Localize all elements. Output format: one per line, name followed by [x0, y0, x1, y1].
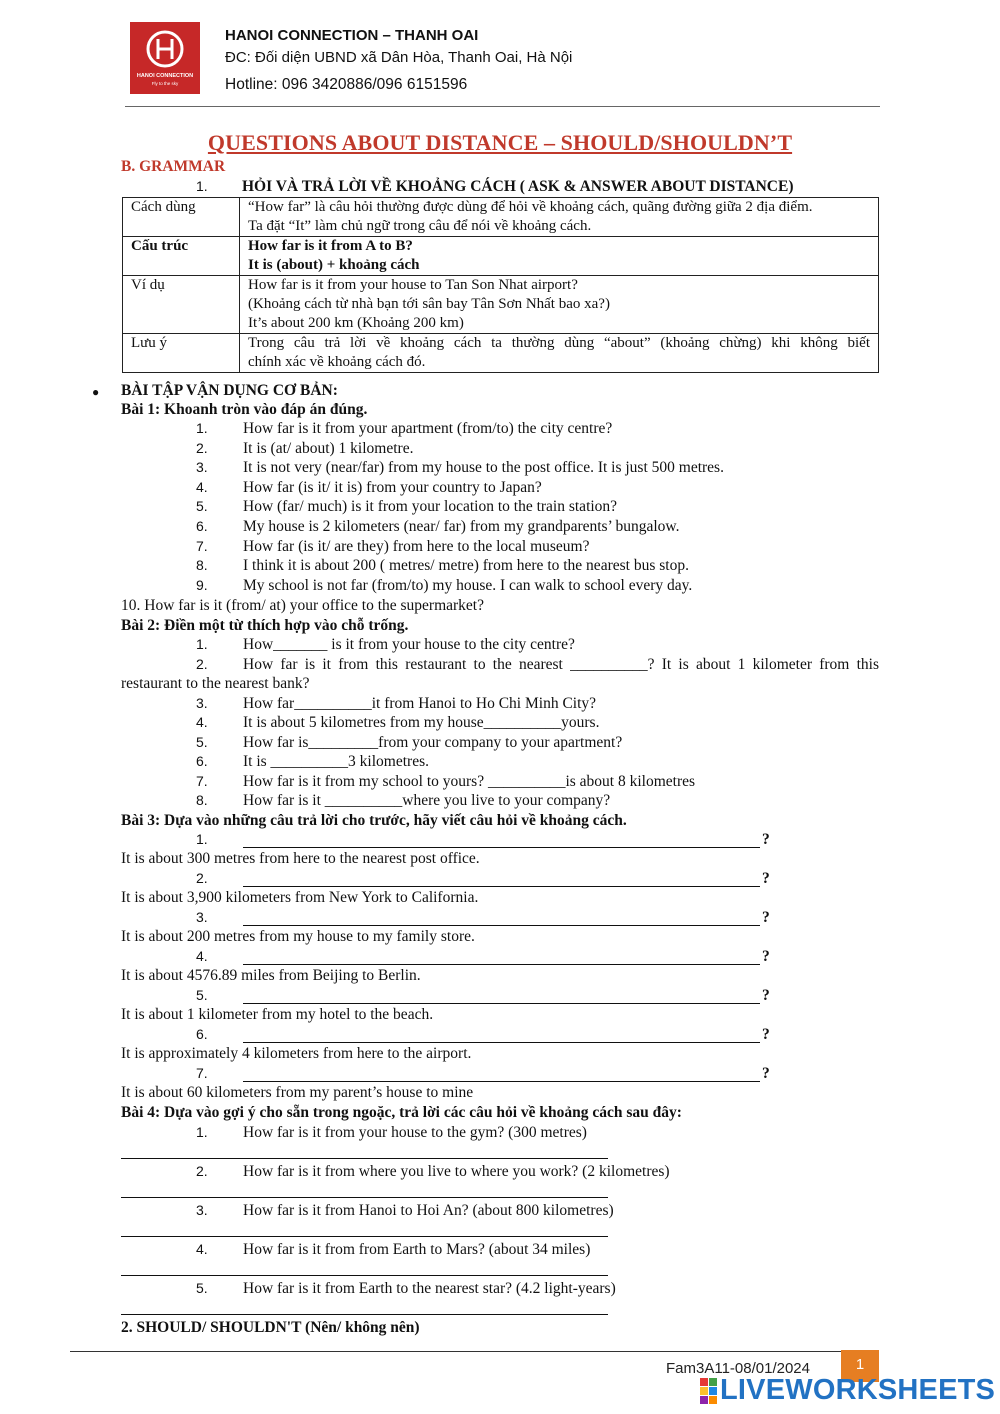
answer-line[interactable]: [243, 886, 760, 887]
answer-text: It is approximately 4 kilometers from here to the airport.: [121, 1045, 472, 1062]
list-item-number: 8.: [196, 557, 208, 574]
answer-line[interactable]: [121, 1314, 608, 1315]
answer-text: It is about 1 kilometer from my hotel to the beach.: [121, 1006, 434, 1023]
liveworksheets-logo-icon: [700, 1378, 718, 1406]
bai3-heading: Bài 3: Dựa vào những câu trả lời cho trước, hãy viết câu hỏi về khoảng cách.: [121, 812, 627, 829]
row-text: Trong câu trả lời về khoảng cách ta thường dùng “about” (khoảng chừng) khi không biết: [248, 335, 870, 351]
logo-slogan: Fly to the sky: [151, 81, 179, 86]
list-item: How far is it from Earth to the nearest star? (4.2 light-years): [243, 1280, 616, 1297]
list-item: My house is 2 kilometers (near/ far) from my grandparents’ bungalow.: [243, 518, 680, 535]
row-text: It is (about) + khoảng cách: [248, 257, 420, 273]
list-item: How far (is it/ are they) from here to the local museum?: [243, 537, 590, 555]
subheading-number: 1.: [196, 178, 208, 194]
list-item-number: 9.: [196, 576, 208, 593]
list-item: How far (is it/ it is) from your country to Japan?: [243, 478, 542, 496]
list-item: How far is it from from Earth to Mars? (about 34 miles): [243, 1241, 591, 1258]
list-item-number: 3.: [196, 909, 208, 925]
answer-text: It is about 200 metres from my house to my family store.: [121, 928, 475, 945]
table-row: [123, 198, 879, 237]
list-item: It is about 5 kilometres from my house__________yours.: [243, 714, 600, 731]
row-label: Cấu trúc: [123, 237, 240, 276]
logo-text: HANOI CONNECTION: [136, 73, 194, 79]
row-text: (Khoảng cách từ nhà bạn tới sân bay Tân Sơn Nhất bao xa?): [248, 296, 610, 312]
answer-line[interactable]: [121, 1275, 608, 1276]
bai4-heading: Bài 4: Dựa vào gợi ý cho sẵn trong ngoặc, trả lời các câu hỏi về khoảng cách sau đây:: [121, 1104, 682, 1121]
header-divider: [125, 106, 880, 107]
list-item: It is not very (near/far) from my house to the post office. It is just 500 metres.: [243, 459, 724, 477]
list-item-number: 4.: [196, 478, 208, 495]
row-text: It’s about 200 km (Khoảng 200 km): [248, 315, 464, 331]
list-item-number: 1.: [196, 420, 208, 436]
answer-line[interactable]: [243, 964, 760, 965]
list-item-number: 2.: [196, 439, 208, 456]
row-label: Ví dụ: [123, 276, 240, 334]
company-hotline: Hotline: 096 3420886/096 6151596: [225, 76, 468, 93]
list-item: How far is it from where you live to where you work? (2 kilometres): [243, 1163, 670, 1180]
list-item: How (far/ much) is it from your location to the train station?: [243, 498, 618, 516]
answer-line[interactable]: [121, 1158, 608, 1159]
practice-heading: BÀI TẬP VẬN DỤNG CƠ BẢN:: [121, 382, 338, 399]
question-mark: ?: [762, 831, 770, 848]
row-text: Ta đặt “It” làm chủ ngữ trong câu để nói về khoảng cách.: [248, 218, 592, 234]
subheading-text: HỎI VÀ TRẢ LỜI VỀ KHOẢNG CÁCH ( ASK & ANSWER ABOUT DISTANCE): [242, 178, 794, 195]
list-item-number: 6.: [196, 1026, 208, 1042]
question-mark: ?: [762, 948, 770, 965]
list-item: I think it is about 200 ( metres/ metre) from here to the nearest bus stop.: [243, 557, 689, 575]
row-label: Cách dùng: [123, 198, 240, 237]
answer-line[interactable]: [243, 925, 760, 926]
list-item-number: 5.: [196, 734, 208, 750]
table-row: [123, 276, 879, 334]
list-item: How far is it from your apartment (from/to) the city centre?: [243, 420, 613, 437]
question-mark: ?: [762, 987, 770, 1004]
list-item-number: 5.: [196, 987, 208, 1003]
question-mark: ?: [762, 909, 770, 926]
list-item-number: 3.: [196, 695, 208, 711]
list-item: How_______ is it from your house to the city centre?: [243, 636, 575, 653]
company-address: ĐC: Đối diện UBND xã Dân Hòa, Thanh Oai, Hà Nội: [225, 49, 573, 66]
list-item: How far__________it from Hanoi to Ho Chi Minh City?: [243, 695, 597, 712]
list-item-number: 4.: [196, 1241, 208, 1257]
answer-text: It is about 300 metres from here to the nearest post office.: [121, 850, 480, 867]
list-item: How far is_________from your company to your apartment?: [243, 734, 623, 751]
list-item-number: 5.: [196, 498, 208, 515]
section-should-heading: 2. SHOULD/ SHOULDN'T (Nên/ không nên): [121, 1319, 420, 1336]
question-mark: ?: [762, 1065, 770, 1082]
list-item-number: 4.: [196, 948, 208, 964]
row-text: How far is it from A to B?: [248, 238, 413, 254]
list-item-number: 2.: [196, 870, 208, 886]
list-item: How far is it __________where you live to your company?: [243, 792, 611, 809]
bullet-icon: ●: [92, 385, 100, 399]
answer-text: It is about 4576.89 miles from Beijing to Berlin.: [121, 967, 421, 984]
row-text: “How far” là câu hỏi thường được dùng để hỏi về khoảng cách, quãng đường giữa 2 địa điểm.: [248, 199, 813, 215]
list-item-number: 6.: [196, 518, 208, 534]
list-item: It is (at/ about) 1 kilometre.: [243, 439, 414, 457]
section-grammar: B. GRAMMAR: [121, 158, 226, 175]
list-item: How far is it from this restaurant to the nearest __________? It is about 1 kilometer from this: [243, 656, 879, 673]
bai2-item-2-cont: restaurant to the nearest bank?: [121, 675, 310, 692]
list-item-number: 1.: [196, 831, 208, 847]
row-label: Lưu ý: [123, 334, 240, 373]
bai1-heading: Bài 1: Khoanh tròn vào đáp án đúng.: [121, 401, 368, 418]
list-item-number: 3.: [196, 459, 208, 476]
answer-line[interactable]: [121, 1236, 608, 1237]
answer-text: It is about 60 kilometers from my parent’s house to mine: [121, 1084, 474, 1101]
list-item-number: 3.: [196, 1202, 208, 1218]
list-item: My school is not far (from/to) my house. I can walk to school every day.: [243, 576, 693, 594]
answer-text: It is about 3,900 kilometers from New York to California.: [121, 889, 479, 906]
grammar-subheading: [196, 178, 794, 196]
page-number: 1: [841, 1350, 879, 1382]
liveworksheets-text: LIVEWORKSHEETS: [720, 1374, 996, 1406]
answer-line[interactable]: [243, 1081, 760, 1082]
list-item: How far is it from Hanoi to Hoi An? (about 800 kilometres): [243, 1202, 614, 1219]
page-title: QUESTIONS ABOUT DISTANCE – SHOULD/SHOULDN’T: [207, 130, 793, 155]
list-item-number: 7.: [196, 773, 208, 789]
company-logo: [130, 22, 200, 94]
list-item: How far is it from your house to the gym? (300 metres): [243, 1124, 587, 1141]
answer-line[interactable]: [121, 1197, 608, 1198]
list-item-number: 8.: [196, 792, 208, 808]
footer-divider: [70, 1351, 865, 1352]
list-item-number: 4.: [196, 714, 208, 730]
bai2-heading: Bài 2: Điền một từ thích hợp vào chỗ trống.: [121, 617, 409, 634]
list-item: How far is it from my school to yours? __________is about 8 kilometres: [243, 773, 696, 790]
list-item-number: 5.: [196, 1280, 208, 1296]
list-item-number: 1.: [196, 636, 208, 652]
list-item-number: 1.: [196, 1124, 208, 1140]
list-item: It is __________3 kilometres.: [243, 753, 429, 770]
company-name: HANOI CONNECTION – THANH OAI: [225, 27, 479, 44]
list-item-number: 6.: [196, 753, 208, 769]
table-row: [123, 334, 879, 373]
row-text: chính xác về khoảng cách đó.: [248, 354, 426, 370]
answer-line[interactable]: [243, 847, 760, 848]
grammar-table: [122, 197, 879, 373]
question-mark: ?: [762, 870, 770, 887]
list-item-number: 7.: [196, 537, 208, 554]
question-mark: ?: [762, 1026, 770, 1043]
list-item-number: 7.: [196, 1065, 208, 1081]
answer-line[interactable]: [243, 1042, 760, 1043]
row-text: How far is it from your house to Tan Son Nhat airport?: [248, 277, 578, 293]
answer-line[interactable]: [243, 1003, 760, 1004]
footer-code: Fam3A11-08/01/2024: [666, 1360, 810, 1377]
list-item-number: 2.: [196, 1163, 208, 1179]
list-item-number: 2.: [196, 656, 208, 672]
bai1-item-10: 10. How far is it (from/ at) your office to the supermarket?: [121, 597, 484, 614]
table-row: [123, 237, 879, 276]
